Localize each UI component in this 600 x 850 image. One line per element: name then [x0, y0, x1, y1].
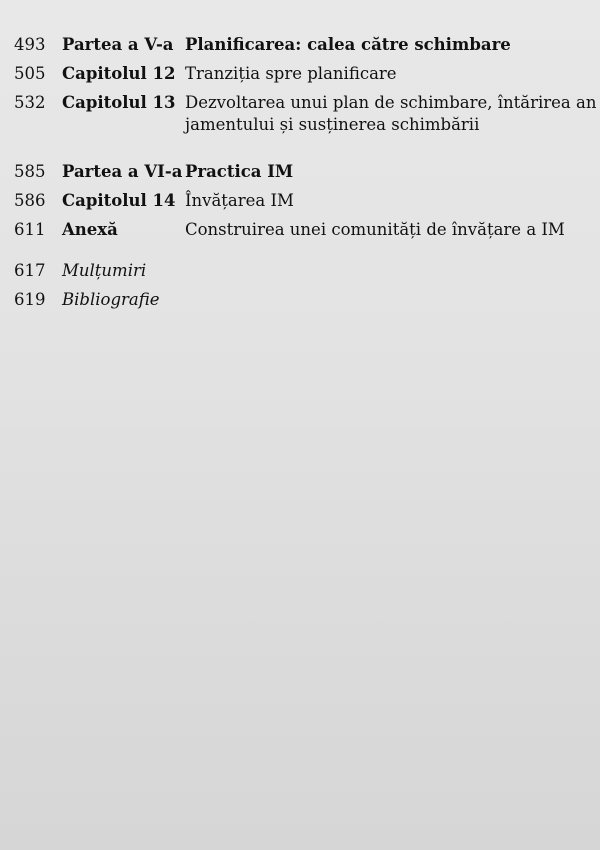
- section-title: [185, 34, 600, 56]
- appendix-title-line: Construirea unei comunități de învățare a IM: [185, 220, 565, 239]
- chapter-title-line: Dezvoltarea unui plan de schimbare, întărirea an: [185, 93, 597, 112]
- chapter-label: Capitolul 12: [62, 64, 176, 83]
- chapter-title-line: Tranziția spre planificare: [185, 64, 397, 83]
- section-title: [185, 161, 600, 183]
- back-matter-title: Mulțumiri: [62, 261, 147, 280]
- page-number: 586: [14, 191, 46, 210]
- page-number: 617: [14, 261, 46, 280]
- page-number: 532: [14, 93, 46, 112]
- chapter-title-line: jamentului și susținerea schimbării: [185, 115, 480, 134]
- page-number: 611: [14, 220, 46, 239]
- appendix-title: [185, 219, 600, 241]
- appendix-label: Anexă: [62, 220, 118, 239]
- toc-entry-chapter-14: [14, 190, 600, 212]
- chapter-label: Capitolul 13: [62, 93, 176, 112]
- section-title-line: Practica IM: [185, 162, 294, 181]
- chapter-title: [185, 92, 600, 136]
- back-matter-title: Bibliografie: [62, 290, 160, 309]
- section-label: Partea a V-a: [62, 35, 174, 54]
- chapter-title: [185, 63, 600, 85]
- toc-entry-chapter-12: [14, 63, 600, 85]
- toc-entry-part-5: [14, 34, 600, 56]
- page-number: 493: [14, 35, 46, 54]
- section-title-line: Planificarea: calea către schimbare: [185, 35, 511, 54]
- toc-entry-part-6: [14, 161, 600, 183]
- chapter-label: Capitolul 14: [62, 191, 176, 210]
- page-number: 505: [14, 64, 46, 83]
- chapter-title-line: Învățarea IM: [185, 191, 294, 210]
- chapter-title: [185, 190, 600, 212]
- section-label: Partea a VI-a: [62, 162, 183, 181]
- toc-entry-bibliography: [14, 289, 600, 311]
- toc-entry-chapter-13: [14, 92, 600, 136]
- page-number: 585: [14, 162, 46, 181]
- table-of-contents: [14, 34, 600, 318]
- toc-entry-appendix: [14, 219, 600, 241]
- page-number: 619: [14, 290, 46, 309]
- toc-entry-acknowledgements: [14, 260, 600, 282]
